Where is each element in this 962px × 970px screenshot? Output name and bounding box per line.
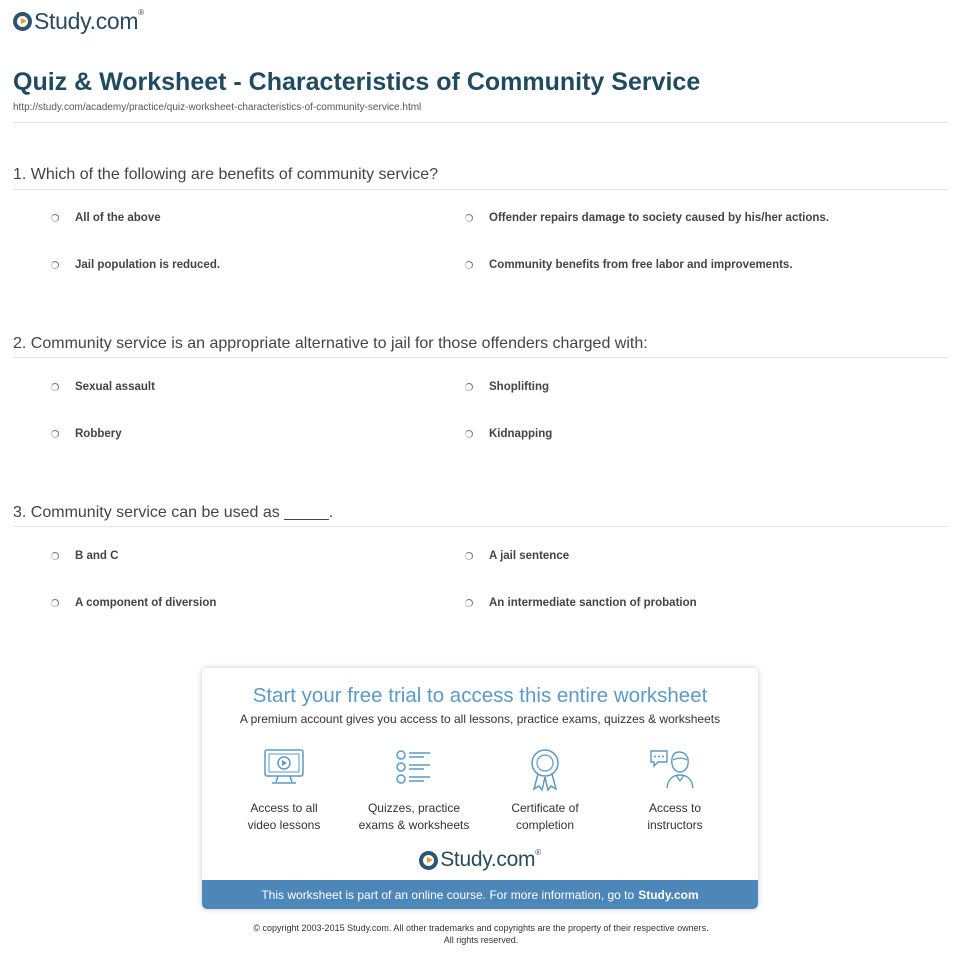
free-trial-promo	[202, 668, 758, 909]
play-logo-icon	[419, 851, 438, 870]
answer-option[interactable]: Offender repairs damage to society caused by his/her actions.	[465, 212, 829, 224]
divider	[13, 357, 948, 358]
copyright-footer	[0, 923, 962, 946]
course-info-bar	[202, 880, 758, 909]
answer-option[interactable]: A component of diversion	[51, 597, 216, 609]
feature-instructors	[610, 748, 740, 834]
answer-option[interactable]: Sexual assault	[51, 381, 155, 393]
radio-icon[interactable]	[51, 430, 59, 438]
answer-option[interactable]: Kidnapping	[465, 428, 552, 440]
question-2: 2. Community service is an appropriate alternative to jail for those offenders charged with:	[13, 335, 648, 352]
divider	[13, 122, 948, 123]
divider	[13, 526, 948, 527]
logo-text: Study.com®	[440, 848, 541, 871]
radio-icon[interactable]	[51, 261, 59, 269]
question-1: 1. Which of the following are benefits of community service?	[13, 166, 439, 183]
video-lesson-icon	[262, 748, 306, 788]
feature-label: Access to instructors	[647, 801, 703, 832]
feature-label: Certificate of completion	[511, 801, 579, 832]
answer-option[interactable]: Community benefits from free labor and improvements.	[465, 259, 793, 271]
radio-icon[interactable]	[465, 383, 473, 391]
radio-icon[interactable]	[51, 214, 59, 222]
logo-text: Study.com®	[34, 8, 144, 34]
answer-option[interactable]: Shoplifting	[465, 381, 549, 393]
feature-label: Access to all video lessons	[247, 801, 321, 832]
rights-line: All rights reserved.	[443, 934, 519, 945]
radio-icon[interactable]	[465, 552, 473, 560]
radio-icon[interactable]	[51, 599, 59, 607]
radio-icon[interactable]	[51, 383, 59, 391]
feature-quizzes	[349, 748, 479, 834]
divider	[13, 189, 948, 190]
study-link[interactable]: Study.com	[638, 887, 699, 902]
promo-subheading: A premium account gives you access to all lessons, practice exams, quizzes & worksheets	[239, 712, 721, 726]
play-logo-icon	[13, 12, 32, 31]
page-title: Quiz & Worksheet - Characteristics of Community Service	[13, 68, 701, 96]
certificate-icon	[527, 748, 563, 792]
page-url: http://study.com/academy/practice/quiz-worksheet-characteristics-of-community-service.html	[13, 102, 422, 113]
promo-heading[interactable]: Start your free trial to access this entire worksheet	[252, 684, 708, 707]
radio-icon[interactable]	[51, 552, 59, 560]
feature-label: Quizzes, practice exams & worksheets	[358, 801, 470, 832]
answer-option[interactable]: Jail population is reduced.	[51, 259, 220, 271]
question-3: 3. Community service can be used as _____.	[13, 504, 334, 521]
course-info-text: This worksheet is part of an online course. For more information, go to	[261, 887, 635, 902]
feature-video-lessons	[219, 748, 349, 834]
answer-option[interactable]: All of the above	[51, 212, 161, 224]
instructor-icon	[649, 748, 701, 790]
radio-icon[interactable]	[465, 599, 473, 607]
feature-certificate	[480, 748, 610, 834]
answer-option[interactable]: Robbery	[51, 428, 122, 440]
answer-option[interactable]: An intermediate sanction of probation	[465, 597, 697, 609]
answer-option[interactable]: B and C	[51, 550, 118, 562]
radio-icon[interactable]	[465, 214, 473, 222]
radio-icon[interactable]	[465, 430, 473, 438]
quiz-list-icon	[394, 748, 434, 788]
radio-icon[interactable]	[465, 261, 473, 269]
answer-option[interactable]: A jail sentence	[465, 550, 569, 562]
promo-study-logo[interactable]	[202, 848, 758, 872]
study-logo[interactable]	[13, 8, 144, 35]
copyright-line: © copyright 2003-2015 Study.com. All other trademarks and copyrights are the property of their respective owners.	[253, 923, 709, 933]
